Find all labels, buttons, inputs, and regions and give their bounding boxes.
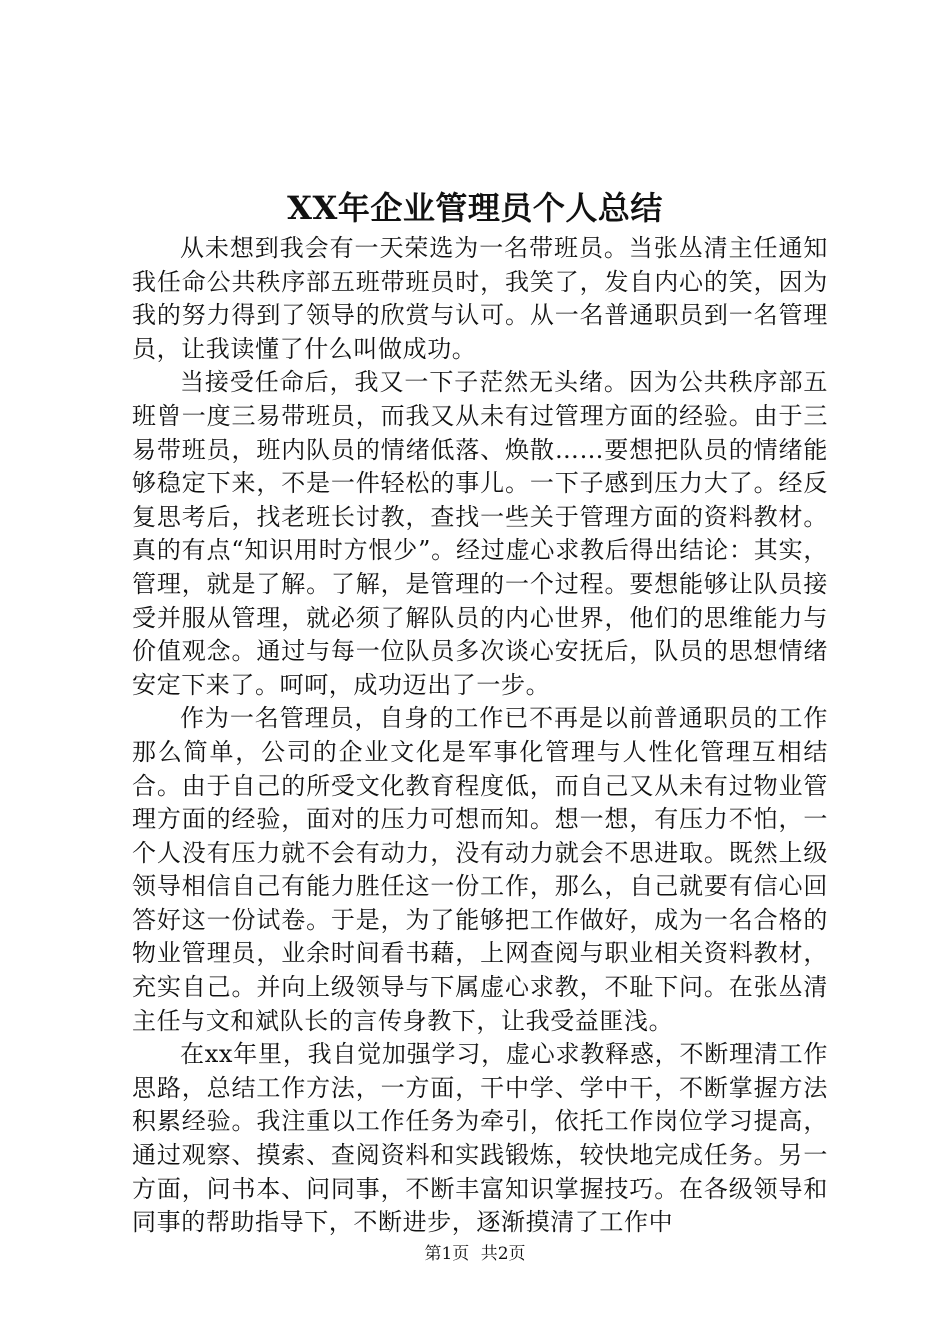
body-paragraph-1: 从未想到我会有一天荣选为一名带班员。当张丛清主任通知我任命公共秩序部五班带班员时，我笑了，发自内心的笑，因为我的努力得到了领导的欣赏与认可。从一名普通职员到一名管理员，让我读懂了什么叫做成功。 <box>132 234 828 363</box>
page-number-current: 第1页 <box>424 1244 470 1264</box>
page-footer <box>0 1243 950 1265</box>
body-paragraph-3: 作为一名管理员，自身的工作已不再是以前普通职员的工作那么简单，公司的企业文化是军事化管理与人性化管理互相结合。由于自己的所受文化教育程度低，而自己又从未有过物业管理方面的经验，面对的压力可想而知。想一想，有压力不怕，一个人没有压力就不会有动力，没有动力就会不思进取。既然上级领导相信自己有能力胜任这一份工作，那么，自己就要有信心回答好这一份试卷。于是，为了能够把工作做好，成为一名合格的物业管理员，业余时间看书藉，上网查阅与职业相关资料教材，充实自己。并向上级领导与下属虚心求教，不耻下问。在张丛清主任与文和斌队长的言传身教下，让我受益匪浅。 <box>132 704 828 1035</box>
document-body <box>132 232 828 1240</box>
body-paragraph-4: 在xx年里，我自觉加强学习，虚心求教释惑，不断理清工作思路，总结工作方法，一方面，干中学、学中干，不断掌握方法积累经验。我注重以工作任务为牵引，依托工作岗位学习提高，通过观察、摸索、查阅资料和实践锻炼，较快地完成任务。另一方面，问书本、问同事，不断丰富知识掌握技巧。在各级领导和同事的帮助指导下，不断进步，逐渐摸清了工作中 <box>132 1040 828 1237</box>
page-number-total: 共2页 <box>480 1244 526 1264</box>
document-title: XX年企业管理员个人总结 <box>287 189 663 227</box>
body-paragraph-2: 当接受任命后，我又一下子茫然无头绪。因为公共秩序部五班曾一度三易带班员，而我又从未有过管理方面的经验。由于三易带班员，班内队员的情绪低落、焕散……要想把队员的情绪能够稳定下来，不是一件轻松的事儿。一下子感到压力大了。经反复思考后，找老班长讨教，查找一些关于管理方面的资料教材。真的有点“知识用时方恨少”。经过虚心求教后得出结论：其实，管理，就是了解。了解，是管理的一个过程。要想能够让队员接受并服从管理，就必须了解队员的内心世界，他们的思维能力与价值观念。通过与每一位队员多次谈心安抚后，队员的思想情绪安定下来了。呵呵，成功迈出了一步。 <box>132 368 828 699</box>
